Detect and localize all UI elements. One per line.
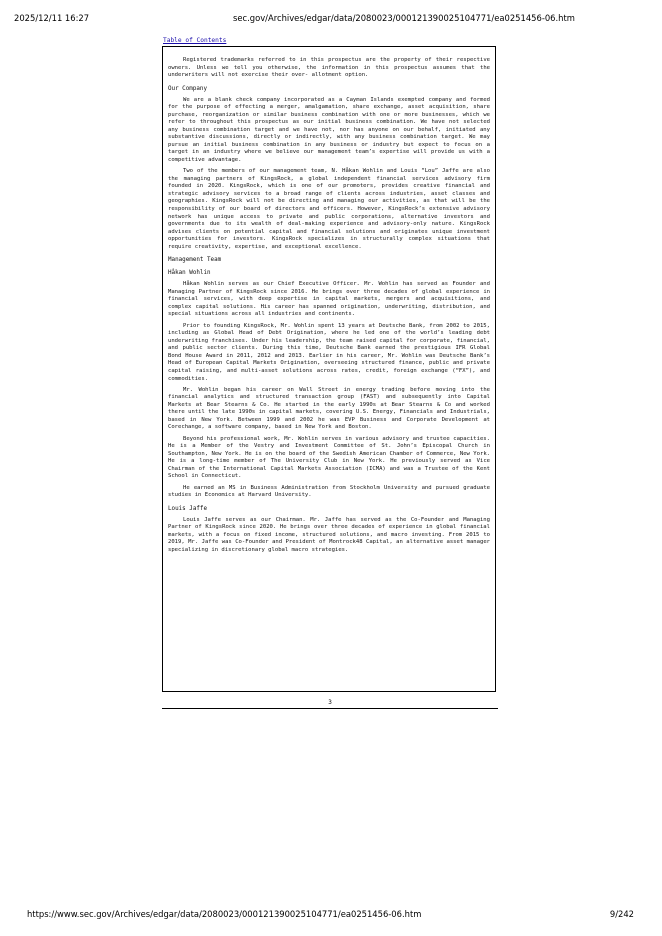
member-name-jaffe: Louis Jaffe	[168, 505, 208, 512]
table-of-contents-link[interactable]: Table of Contents	[163, 37, 227, 44]
document-page	[162, 46, 496, 692]
bio-paragraph: Håkan Wohlin serves as our Chief Executive Officer. Mr. Wohlin has served as Founder and Managing Partner of KingsRock since 2016. He brings over three decades of global experience in financial services, with deep expertise in capital markets, mergers and acquisitions, and complex capital solutions. His career has spanned origination, underwriting, distribution, and special situations across all industries and continents.	[168, 281, 490, 318]
print-footer	[0, 909, 662, 923]
bio-paragraph: Beyond his professional work, Mr. Wohlin serves in various advisory and trustee capacities. He is a Member of the Vestry and Investment Committee of St. John’s Episcopal Church in Southampton, New York. He is on the board of the Swedish American Chamber of Commerce, New York. He is a long-time member of The University Club in New York. He previously served as Vice Chairman of the International Capital Markets Association (ICMA) and was a Trustee of the Kent School in Connecticut.	[168, 435, 490, 480]
management-team-heading: Management Team	[168, 257, 222, 264]
trademark-paragraph: Registered trademarks referred to in this prospectus are the property of their respective owners. Unless we tell you otherwise, the information in this prospectus assumes that the underwriters will not exercise their over- allotment option.	[168, 57, 490, 79]
our-company-heading: Our Company	[168, 85, 208, 92]
page-number: 3	[328, 699, 332, 706]
our-company-paragraph: We are a blank check company incorporated as a Cayman Islands exempted company and formed for the purpose of effecting a merger, amalgamation, share exchange, asset acquisition, share purchase, reorganization or similar business combination with one or more businesses, which we refer to throughout this prospectus as our initial business combination. We have not selected any business combination target and we have not, nor has anyone on our behalf, initiated any substantive discussions, directly or indirectly, with any business combination target. We may pursue an initial business combination in any business or industry but expect to focus on a target in an industry where we believe our management team’s expertise will provide us with a competitive advantage.	[168, 96, 490, 164]
page-bottom-rule	[162, 708, 498, 709]
print-page-count: 9/242	[609, 909, 634, 919]
footer-url: https://www.sec.gov/Archives/edgar/data/2080023/000121390025104771/ea0251456-06.htm	[27, 909, 422, 919]
bio-paragraph: Louis Jaffe serves as our Chairman. Mr. Jaffe has served as the Co-Founder and Managing Partner of KingsRock since 2020. He brings over three decades of experience in global financial markets, with a focus on fixed income, structured solutions, and macro investing. From 2015 to 2019, Mr. Jaffe was Co-Founder and President of Montrock48 Capital, an alternative asset manager specializing in discretionary global macro strategies.	[168, 516, 490, 553]
print-datetime: 2025/12/11 16:27	[14, 13, 90, 23]
print-url: sec.gov/Archives/edgar/data/2080023/000121390025104771/ea0251456-06.htm	[233, 13, 575, 23]
bio-paragraph: He earned an MS in Business Administration from Stockholm University and pursued graduate studies in Economics at Harvard University.	[168, 484, 490, 499]
member-name-wohlin: Håkan Wohlin	[168, 270, 211, 277]
our-company-paragraph: Two of the members of our management team, N. Håkan Wohlin and Louis “Lou” Jaffe are also the managing partners of KingsRock, a global independent financial services advisory firm founded in 2020. KingsRock, which is one of our promoters, provides creative financial and strategic advisory services to a broad range of clients across industries, asset classes and geographies. KingsRock will not be directing and managing our activities, as that will be the responsibility of our board of directors and officers. However, KingsRock’s extensive advisory network has unique access to private and public corporations, alternative investors and governments due to its wealth of deal-making experience and advisory-only nature. KingsRock advises clients on potential capital and financial solutions and originates unique investment opportunities for investors. KingsRock specializes in structurally complex situations that require creativity, expertise, and exceptional excellence.	[168, 168, 490, 250]
bio-paragraph: Prior to founding KingsRock, Mr. Wohlin spent 13 years at Deutsche Bank, from 2002 to 2015, including as Global Head of Debt Origination, where he led one of the world’s leading debt underwriting franchises. Under his leadership, the team raised capital for corporate, financial, and public sector clients. During this time, Deutsche Bank earned the prestigious IFR Global Bond House Award in 2011, 2012 and 2013. Earlier in his career, Mr. Wohlin was Deutsche Bank’s Head of European Capital Markets Origination, overseeing structured finance, public and private capital raising, and multi-asset solutions across rates, credit, foreign exchange (“FX”), and commodities.	[168, 322, 490, 382]
bio-paragraph: Mr. Wohlin began his career on Wall Street in energy trading before moving into the financial analytics and structured transaction group (FAST) and subsequently into Capital Markets at Bear Stearns & Co. He started in the early 1990s at Bear Stearns & Co and worked there until the late 1990s in capital markets, covering U.S. Energy, Financials and Industrials, based in New York. Between 1999 and 2002 he was EVP Business and Corporate Development at Corechange, a software company, based in New York and Boston.	[168, 386, 490, 431]
print-header	[0, 13, 662, 27]
